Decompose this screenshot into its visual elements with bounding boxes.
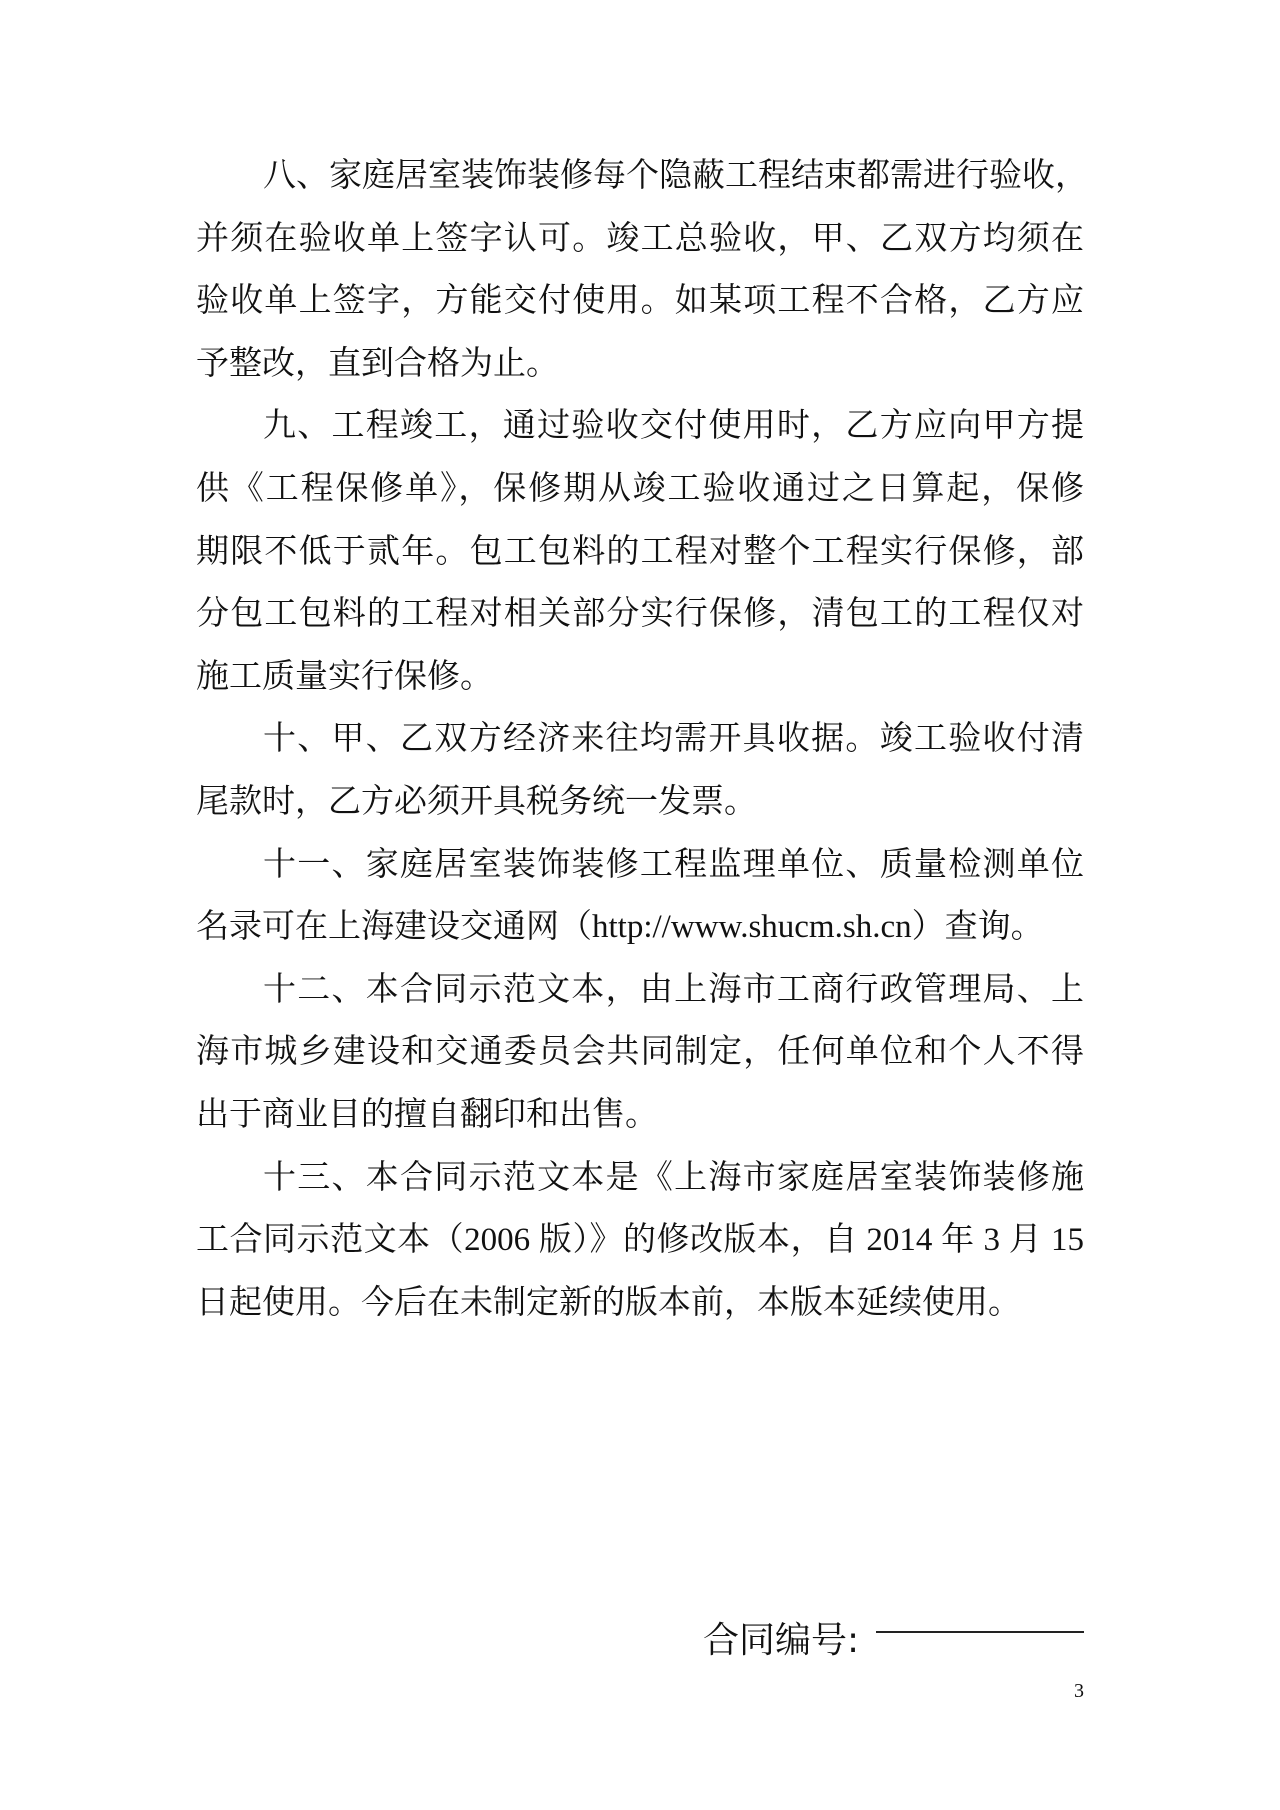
clause-11-line: 十一、家庭居室装饰装修工程监理单位、质量检测单位: [263, 846, 1084, 883]
clause-13-line: 日起使用。今后在未制定新的版本前，本版本延续使用。: [196, 1284, 1021, 1321]
contract-number-label: 合同编号:: [703, 1620, 860, 1661]
clause-8-line: 并须在验收单上签字认可。竣工总验收，甲、乙双方均须在: [196, 220, 1084, 257]
clause-9-line: 九、工程竣工，通过验收交付使用时，乙方应向甲方提: [263, 408, 1084, 445]
clause-10-line: 十、甲、乙双方经济来往均需开具收据。竣工验收付清: [263, 721, 1084, 758]
clause-8-line: 予整改，直到合格为止。: [196, 345, 559, 382]
clause-8-line: 验收单上签字，方能交付使用。如某项工程不合格，乙方应: [196, 283, 1084, 320]
page-number: 3: [1074, 1680, 1084, 1702]
clause-12-line: 十二、本合同示范文本，由上海市工商行政管理局、上: [263, 971, 1084, 1008]
clause-13-line: 十三、本合同示范文本是《上海市家庭居室装饰装修施: [263, 1159, 1084, 1196]
clause-9-line: 期限不低于贰年。包工包料的工程对整个工程实行保修，部: [196, 533, 1084, 570]
clause-9-line: 施工质量实行保修。: [196, 658, 493, 695]
clause-11-line: 名录可在上海建设交通网（http://www.shucm.sh.cn）查询。: [196, 909, 1044, 946]
clause-12-line: 出于商业目的擅自翻印和出售。: [196, 1097, 658, 1133]
clause-9-line: 分包工包料的工程对相关部分实行保修，清包工的工程仅对: [196, 596, 1084, 633]
clause-13-line: 工合同示范文本（2006 版）》的修改版本，自 2014 年 3 月 15: [196, 1222, 1084, 1259]
contract-number-blank: [876, 1631, 1084, 1633]
clause-9-line: 供《工程保修单》，保修期从竣工验收通过之日算起，保修: [196, 471, 1084, 507]
clause-10-line: 尾款时，乙方必须开具税务统一发票。: [196, 784, 757, 820]
clause-8-line: 八、家庭居室装饰装修每个隐蔽工程结束都需进行验收，: [263, 158, 1088, 194]
clause-12-line: 海市城乡建设和交通委员会共同制定，任何单位和个人不得: [196, 1034, 1084, 1071]
